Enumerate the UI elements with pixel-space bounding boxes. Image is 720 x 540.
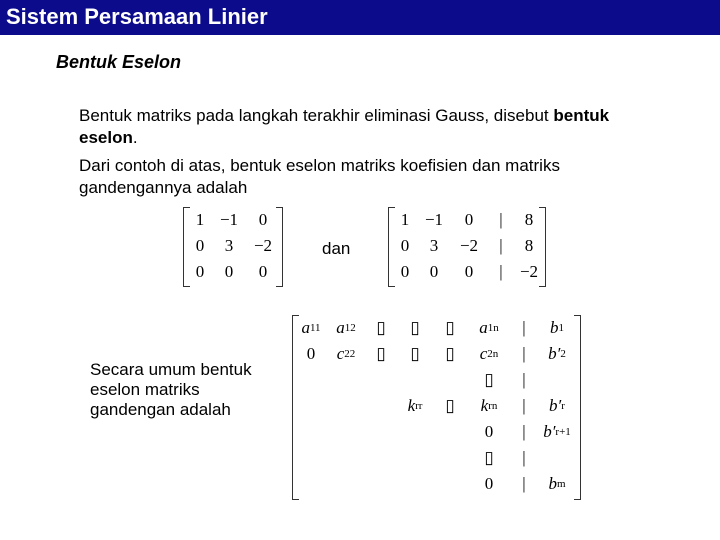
matrix-entry: a 11: [301, 318, 321, 337]
matrix-entry: |: [522, 344, 526, 363]
matrix-entry: 0: [484, 474, 494, 493]
matrix-entry: k rn: [480, 396, 498, 415]
matrix-entry: [433, 471, 467, 497]
matrix-entry: ▯: [484, 448, 494, 467]
period: .: [132, 128, 138, 147]
matrix-entry: |: [499, 210, 503, 229]
matrix-entry: [365, 445, 397, 471]
matrix-entry: 0: [258, 262, 268, 281]
term-eselon: eselon: [79, 128, 133, 147]
matrix-entry: [365, 471, 397, 497]
matrix-entry: c 22: [336, 344, 356, 363]
matrix-entry: ▯: [484, 370, 494, 389]
matrix-entry: 0: [224, 262, 234, 281]
matrix-entry: [397, 419, 433, 445]
matrix-entry: −2: [253, 236, 273, 255]
matrix-entry: 0: [484, 422, 494, 441]
matrix-entry: |: [522, 370, 526, 389]
coefficient-matrix: [183, 207, 283, 287]
matrix-entry: 1: [400, 210, 410, 229]
matrix-entry: [433, 445, 467, 471]
connector-text: dan: [322, 239, 351, 258]
matrix-entry: [397, 445, 433, 471]
term-bentuk: bentuk: [553, 106, 610, 125]
matrix-entry: 0: [400, 262, 410, 281]
matrix-entry: [327, 393, 365, 419]
matrix-entry: 0: [464, 210, 474, 229]
matrix-entry: b 1: [550, 318, 564, 337]
matrix-entry: [365, 419, 397, 445]
matrix-entry: a 1n: [479, 318, 499, 337]
matrix-entry: [327, 445, 365, 471]
matrix-entry: −2: [519, 262, 539, 281]
example-paragraph: Dari contoh di atas, bentuk eselon matriks koefisien dan matriks gandengannya adalah: [79, 156, 560, 197]
matrix-entry: c 2n: [479, 344, 499, 363]
matrix-entry: |: [499, 262, 503, 281]
matrix-entry: 8: [524, 236, 534, 255]
matrix-entry: ▯: [445, 344, 455, 363]
matrix-entry: [295, 367, 327, 393]
matrix-entry: 0: [195, 236, 205, 255]
matrix-entry: |: [522, 474, 526, 493]
matrix-entry: b m: [548, 474, 566, 493]
matrix-entry: [433, 419, 467, 445]
definition-paragraph: [79, 105, 679, 149]
matrix-entry: [397, 367, 433, 393]
matrix-entry: 0: [464, 262, 474, 281]
matrix-entry: −1: [424, 210, 444, 229]
matrix-entry: ▯: [445, 396, 455, 415]
matrix-entry: 0: [306, 344, 316, 363]
matrix-entry: 0: [429, 262, 439, 281]
matrix-entry: b′ r: [549, 396, 565, 415]
matrix-entry: a 12: [336, 318, 356, 337]
section-subtitle: Bentuk Eselon: [56, 52, 182, 72]
matrix-entry: [295, 393, 327, 419]
matrix-entry: ▯: [410, 344, 420, 363]
matrix-entry: 8: [524, 210, 534, 229]
matrix-entry: |: [522, 422, 526, 441]
augmented-matrix: [388, 207, 546, 287]
matrix-entry: k rr: [407, 396, 423, 415]
matrix-entry: 1: [195, 210, 205, 229]
matrix-entry: b′ r+1: [543, 422, 571, 441]
matrix-entry: 3: [429, 236, 439, 255]
matrix-entry: |: [499, 236, 503, 255]
matrix-entry: [537, 445, 577, 471]
matrix-entry: ▯: [376, 318, 386, 337]
matrix-entry: [365, 367, 397, 393]
matrix-entry: [295, 445, 327, 471]
matrix-entry: [433, 367, 467, 393]
matrix-entry: −2: [459, 236, 479, 255]
matrix-entry: ▯: [445, 318, 455, 337]
general-echelon-matrix: [292, 315, 581, 500]
matrix-entry: [295, 471, 327, 497]
matrix-entry: [295, 419, 327, 445]
matrix-entry: ▯: [410, 318, 420, 337]
matrix-entry: −1: [219, 210, 239, 229]
matrix-entry: [397, 471, 433, 497]
matrix-entry: 3: [224, 236, 234, 255]
matrix-entry: b′ 2: [548, 344, 566, 363]
matrix-entry: [327, 471, 365, 497]
page-title: Sistem Persamaan Linier: [6, 4, 268, 29]
matrix-entry: ▯: [376, 344, 386, 363]
matrix-entry: |: [522, 396, 526, 415]
matrix-entry: |: [522, 448, 526, 467]
definition-text: Bentuk matriks pada langkah terakhir eliminasi Gauss, disebut: [79, 106, 554, 125]
matrix-entry: 0: [400, 236, 410, 255]
matrix-entry: [327, 419, 365, 445]
matrix-entry: 0: [195, 262, 205, 281]
matrix-entry: |: [522, 318, 526, 337]
matrix-entry: 0: [258, 210, 268, 229]
matrix-entry: [365, 393, 397, 419]
matrix-entry: [537, 367, 577, 393]
general-form-paragraph: Secara umum bentuk eselon matriks gandengan adalah: [90, 360, 252, 419]
title-bar: [0, 0, 720, 35]
matrix-entry: [327, 367, 365, 393]
